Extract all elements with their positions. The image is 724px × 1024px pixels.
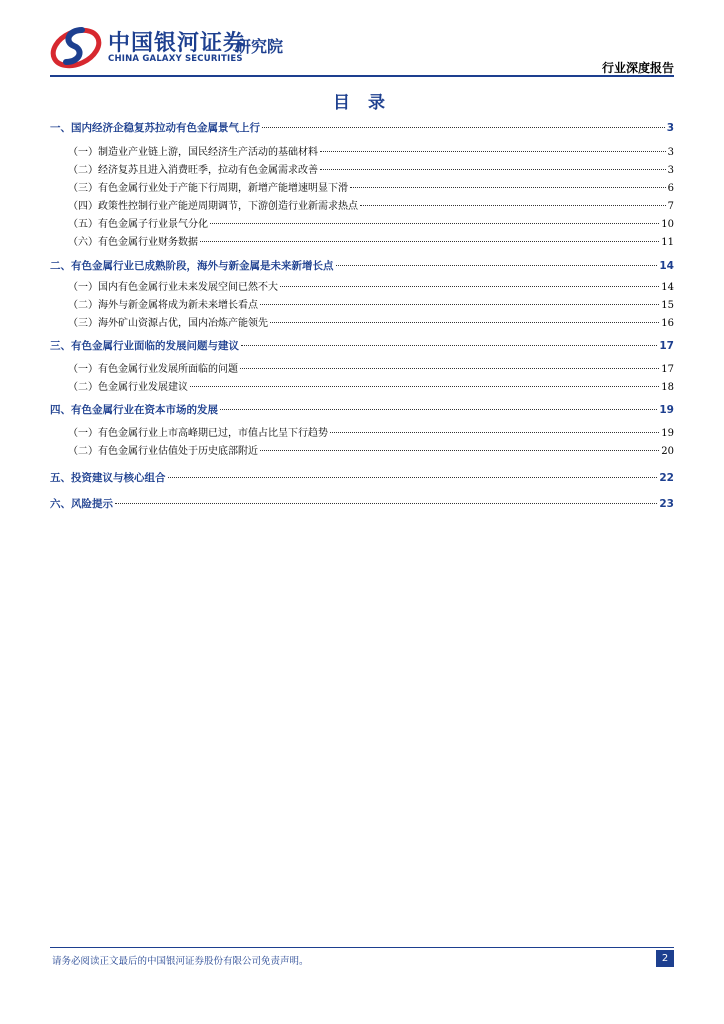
toc-entry-label: 一、国内经济企稳复苏拉动有色金属景气上行 (50, 122, 260, 134)
toc-section-entry[interactable] (68, 298, 674, 314)
toc-entry-label: （三）有色金属行业处于产能下行周期，新增产能增速明显下滑 (68, 183, 348, 194)
toc-section-entry[interactable] (68, 362, 674, 378)
toc-leader-dots (260, 304, 659, 305)
toc-entry-label: （二）色金属行业发展建议 (68, 382, 188, 393)
report-type-label: 行业深度报告 (601, 61, 674, 75)
toc-entry-label: （一）国内有色金属行业未来发展空间已然不大 (68, 282, 278, 293)
page-number: 2 (656, 950, 674, 967)
toc-leader-dots (210, 223, 659, 224)
toc-chapter-entry[interactable] (50, 402, 674, 418)
toc-leader-dots (320, 151, 666, 152)
toc-entry-page: 14 (661, 282, 674, 293)
toc-leader-dots (115, 503, 657, 504)
page-header (50, 22, 674, 76)
toc-leader-dots (240, 368, 659, 369)
toc-chapter-entry[interactable] (50, 496, 674, 512)
toc-entry-label: （三）海外矿山资源占优，国内冶炼产能领先 (68, 318, 268, 329)
toc-leader-dots (330, 432, 659, 433)
toc-entry-page: 7 (667, 201, 674, 212)
toc-section-entry[interactable] (68, 235, 674, 251)
toc-leader-dots (220, 409, 657, 410)
toc-section-entry[interactable] (68, 217, 674, 233)
toc-entry-page: 17 (661, 364, 674, 375)
toc-leader-dots (350, 187, 666, 188)
toc-entry-label: （五）有色金属子行业景气分化 (68, 219, 208, 230)
toc-entry-page: 10 (661, 219, 674, 230)
toc-entry-label: （一）制造业产业链上游，国民经济生产活动的基础材料 (68, 147, 318, 158)
toc-leader-dots (200, 241, 659, 242)
toc-chapter-entry[interactable] (50, 470, 674, 486)
logo-text-cn: 中国银河证券 (108, 31, 247, 56)
toc-entry-page: 6 (667, 183, 674, 194)
toc-entry-label: 三、有色金属行业面临的发展问题与建议 (50, 340, 239, 352)
footer-disclaimer: 请务必阅读正文最后的中国银河证券股份有限公司免责声明。 (52, 956, 309, 967)
toc-section-entry[interactable] (68, 426, 674, 442)
toc-entry-page: 17 (659, 340, 674, 352)
toc-section-entry[interactable] (68, 280, 674, 296)
toc-section-entry[interactable] (68, 181, 674, 197)
toc-entry-page: 3 (666, 122, 674, 134)
toc-leader-dots (320, 169, 666, 170)
toc-entry-label: 四、有色金属行业在资本市场的发展 (50, 404, 218, 416)
toc-leader-dots (241, 345, 657, 346)
logo-subtitle: 研究院 (235, 37, 284, 56)
toc-entry-label: （一）有色金属行业上市高峰期已过，市值占比呈下行趋势 (68, 428, 328, 439)
toc-chapter-entry[interactable] (50, 120, 674, 136)
toc-leader-dots (280, 286, 659, 287)
header-divider (50, 75, 674, 77)
toc-entry-page: 16 (661, 318, 674, 329)
toc-entry-page: 11 (661, 237, 674, 248)
toc-leader-dots (270, 322, 659, 323)
toc-entry-page: 14 (659, 260, 674, 272)
galaxy-logo-icon (50, 22, 102, 70)
toc-entry-label: （二）海外与新金属将成为新未来增长看点 (68, 300, 258, 311)
toc-entry-page: 20 (661, 446, 674, 457)
toc-entry-label: 六、风险提示 (50, 498, 113, 510)
toc-entry-label: （四）政策性控制行业产能逆周期调节，下游创造行业新需求热点 (68, 201, 358, 212)
toc-entry-label: 五、投资建议与核心组合 (50, 472, 166, 484)
toc-leader-dots (262, 127, 665, 128)
toc-section-entry[interactable] (68, 444, 674, 460)
toc-section-entry[interactable] (68, 380, 674, 396)
toc-entry-label: 二、有色金属行业已成熟阶段，海外与新金属是未来新增长点 (50, 260, 334, 272)
toc-section-entry[interactable] (68, 199, 674, 215)
toc-leader-dots (190, 386, 659, 387)
toc-entry-page: 3 (667, 147, 674, 158)
toc-leader-dots (168, 477, 658, 478)
toc-entry-page: 22 (659, 472, 674, 484)
toc-section-entry[interactable] (68, 316, 674, 332)
toc-chapter-entry[interactable] (50, 258, 674, 274)
toc-entry-label: （二）经济复苏且进入消费旺季，拉动有色金属需求改善 (68, 165, 318, 176)
toc-leader-dots (360, 205, 666, 206)
toc-section-entry[interactable] (68, 163, 674, 179)
toc-section-entry[interactable] (68, 145, 674, 161)
toc-entry-label: （二）有色金属行业估值处于历史底部附近 (68, 446, 258, 457)
toc-entry-page: 3 (667, 165, 674, 176)
toc-leader-dots (260, 450, 659, 451)
toc-entry-page: 19 (659, 404, 674, 416)
toc-title: 目 录 (333, 93, 391, 113)
toc-entry-page: 18 (661, 382, 674, 393)
toc-entry-page: 23 (659, 498, 674, 510)
toc-entry-label: （一）有色金属行业发展所面临的问题 (68, 364, 238, 375)
toc-entry-page: 15 (661, 300, 674, 311)
toc-leader-dots (336, 265, 658, 266)
toc-chapter-entry[interactable] (50, 338, 674, 354)
toc-entry-label: （六）有色金属行业财务数据 (68, 237, 198, 248)
toc-entry-page: 19 (661, 428, 674, 439)
footer-divider (50, 947, 674, 948)
logo-text-en: CHINA GALAXY SECURITIES (108, 54, 243, 64)
